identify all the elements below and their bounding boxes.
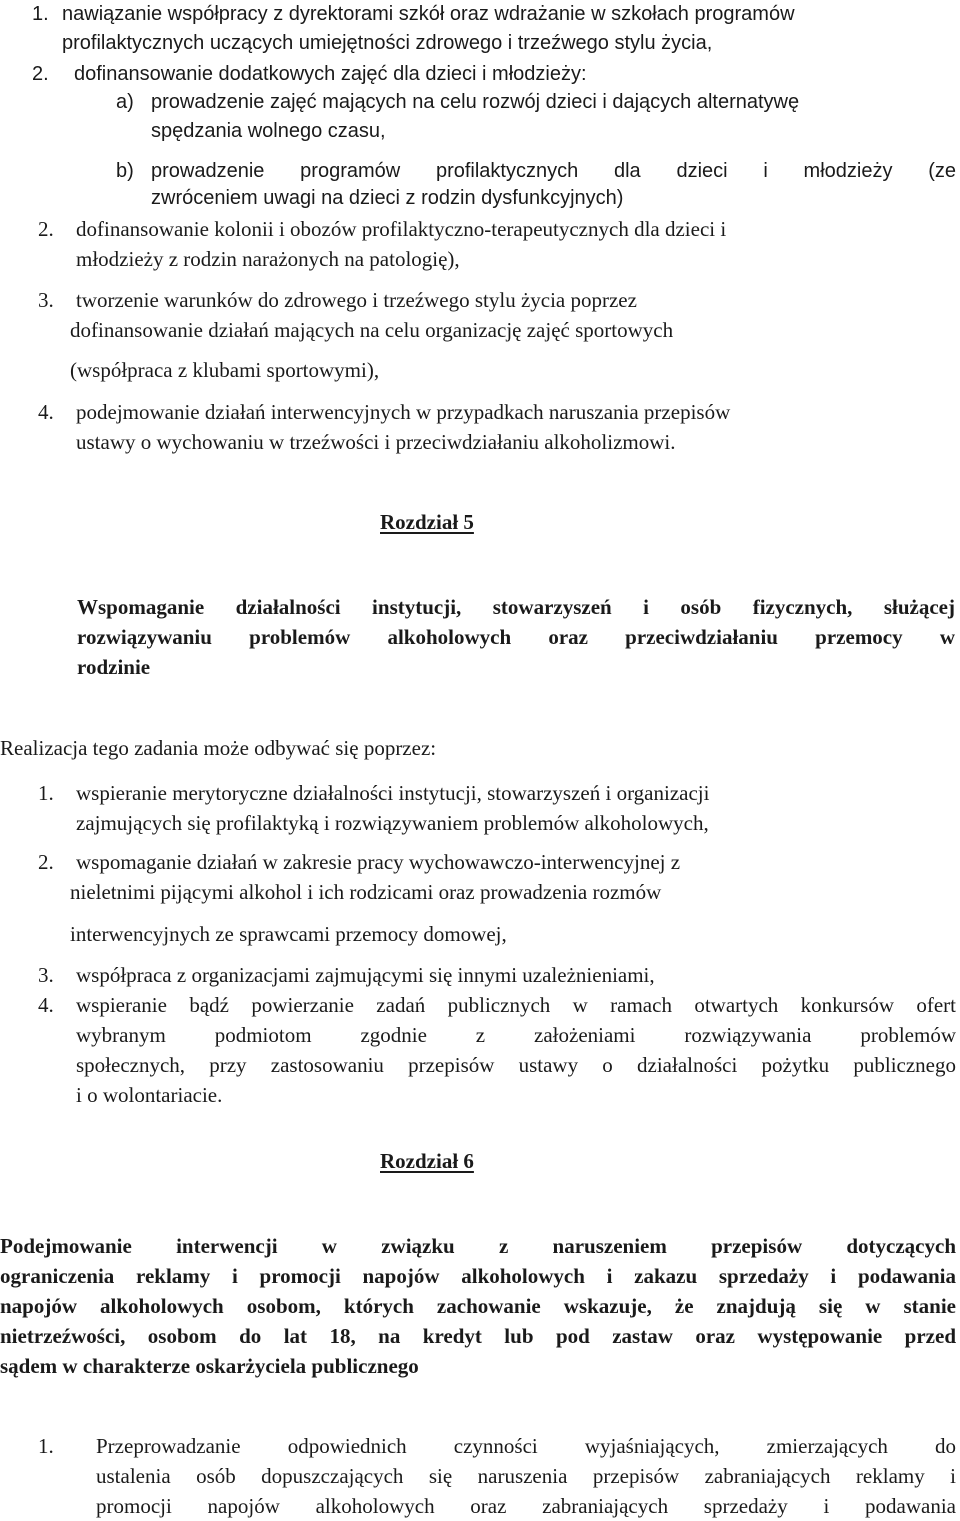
list-item [38, 285, 918, 385]
list-item-line: wspomaganie działań w zakresie pracy wychowawczo-interwencyjnej z [76, 850, 681, 874]
list-item-line: nieletnimi pijącymi alkohol i ich rodzicami oraz prowadzenia rozmów [70, 880, 662, 904]
chapter-title-line: napojów alkoholowych osobom, których zachowanie wskazuje, że znajdują się w stanie [0, 1294, 956, 1318]
list-item-line: dofinansowanie dodatkowych zajęć dla dzieci i młodzieży: [74, 63, 587, 85]
list-item [32, 0, 958, 58]
list-item-line: wspieranie bądź powierzanie zadań publicznych w ramach otwartych konkursów ofert [76, 993, 956, 1017]
chapter-title [0, 1231, 956, 1381]
list-item [38, 1431, 956, 1521]
list-number: 2. [38, 217, 54, 241]
list-item-line: dofinansowanie działań mających na celu organizację zajęć sportowych [70, 318, 674, 342]
list-item-line: nawiązanie współpracy z dyrektorami szkół oraz wdrażanie w szkołach programów [62, 3, 795, 25]
list-item-line: ustawy o wychowaniu w trzeźwości i przeciwdziałaniu alkoholizmowi. [76, 430, 676, 454]
chapter-title-line: rozwiązywaniu problemów alkoholowych oraz przeciwdziałaniu przemocy w [77, 625, 955, 649]
list-item-line: spędzania wolnego czasu, [151, 120, 386, 142]
chapter-title-line: Wspomaganie działalności instytucji, stowarzyszeń i osób fizycznych, służącej [77, 595, 955, 619]
list-number: 2. [32, 63, 49, 85]
list-number: 1. [38, 781, 54, 805]
chapter-title-line: rodzinie [77, 655, 151, 679]
sub-list-item [116, 88, 956, 146]
list-item-line: młodzieży z rodzin narażonych na patologię), [76, 247, 460, 271]
chapter-title-line: ograniczenia reklamy i promocji napojów alkoholowych i zakazu sprzedaży i podawania [0, 1264, 956, 1288]
list-item [38, 778, 918, 838]
chapter-title-line: sądem w charakterze oskarżyciela publicznego [0, 1354, 419, 1378]
list-item [38, 960, 918, 990]
list-number: 2. [38, 850, 54, 874]
list-item-line: tworzenie warunków do zdrowego i trzeźwego stylu życia poprzez [76, 288, 637, 312]
list-item-line: wybranym podmiotom zgodnie z założeniami rozwiązywania problemów [76, 1023, 956, 1047]
list-item-line: dofinansowanie kolonii i obozów profilaktyczno-terapeutycznych dla dzieci i [76, 217, 727, 241]
list-item-line: ustalenia osób dopuszczających się naruszenia przepisów zabraniających reklamy i [96, 1464, 956, 1488]
chapter-heading: Rozdział 6 [380, 1149, 474, 1173]
chapter-title-line: nietrzeźwości, osobom do lat 18, na kredyt lub pod zastaw oraz występowanie przed [0, 1324, 956, 1348]
chapter-title [77, 592, 955, 682]
list-item [38, 847, 918, 949]
list-number: 3. [38, 963, 54, 987]
chapter-heading: Rozdział 5 [380, 510, 474, 534]
list-item [32, 60, 958, 89]
list-number: 3. [38, 288, 54, 312]
chapter-title-line: Podejmowanie interwencji w związku z naruszeniem przepisów dotyczących [0, 1234, 956, 1258]
list-number: a) [116, 91, 134, 113]
list-item-line: prowadzenie zajęć mających na celu rozwój dzieci i dających alternatywę [151, 91, 800, 113]
list-item [38, 214, 918, 274]
list-number: 4. [38, 993, 54, 1017]
intro-text: Realizacja tego zadania może odbywać się poprzez: [0, 736, 437, 760]
list-item-line: społecznych, przy zastosowaniu przepisów ustawy o działalności pożytku publicznego [76, 1053, 956, 1077]
list-item-line: (współpraca z klubami sportowymi), [70, 358, 380, 382]
list-item-line: zajmujących się profilaktyką i rozwiązywaniem problemów alkoholowych, [76, 811, 709, 835]
list-item-line: promocji napojów alkoholowych oraz zabraniających sprzedaży i podawania [96, 1494, 956, 1518]
list-item-line: Przeprowadzanie odpowiednich czynności wyjaśniających, zmierzających do [96, 1434, 956, 1458]
list-item [38, 397, 918, 457]
list-item-line: współpraca z organizacjami zajmującymi się innymi uzależnieniami, [76, 963, 655, 987]
list-item-line: profilaktycznych uczących umiejętności zdrowego i trzeźwego stylu życia, [62, 32, 713, 54]
list-item-line: zwróceniem uwagi na dzieci z rodzin dysfunkcyjnych) [151, 187, 624, 209]
list-item-line: wspieranie merytoryczne działalności instytucji, stowarzyszeń i organizacji [76, 781, 710, 805]
sub-list-item [116, 157, 956, 210]
list-number: 1. [38, 1434, 54, 1458]
list-number: 4. [38, 400, 54, 424]
list-item-line: podejmowanie działań interwencyjnych w przypadkach naruszania przepisów [76, 400, 731, 424]
list-number: 1. [32, 3, 49, 25]
list-item-line: i o wolontariacie. [76, 1083, 223, 1107]
list-number: b) [116, 160, 134, 182]
list-item-line: prowadzenie programów profilaktycznych dla dzieci i młodzieży (ze [151, 160, 956, 182]
list-item-line: interwencyjnych ze sprawcami przemocy domowej, [70, 922, 507, 946]
list-item [38, 990, 956, 1110]
